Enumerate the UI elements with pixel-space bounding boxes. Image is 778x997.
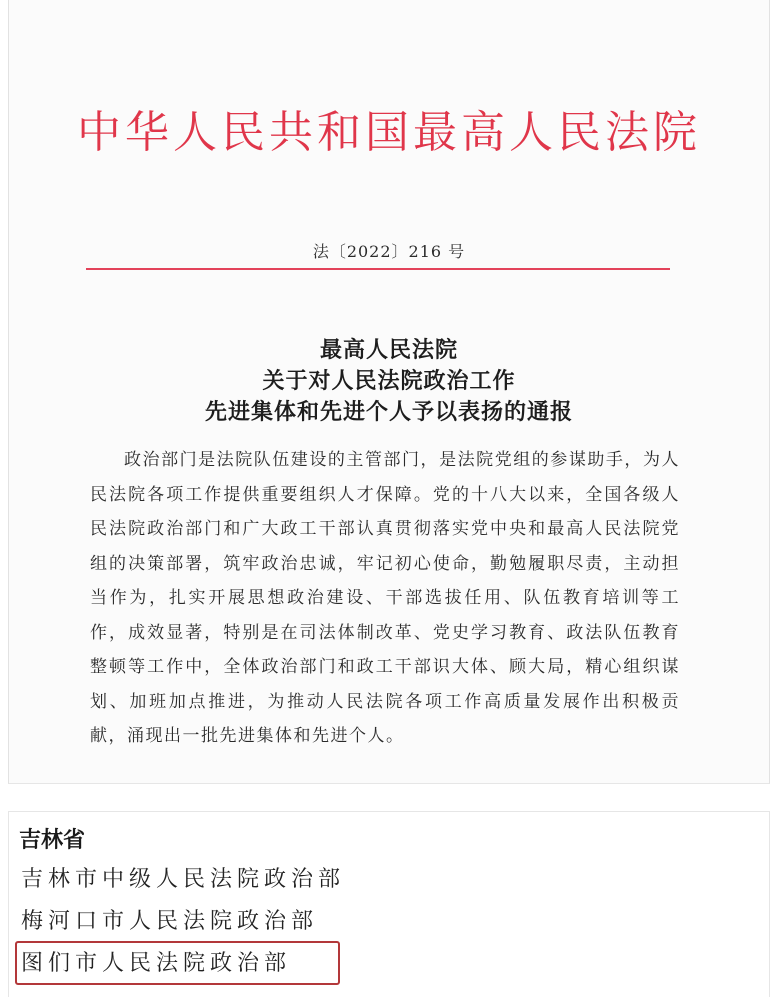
list-item: 梅河口市人民法院政治部: [21, 909, 319, 934]
title-line-2: 关于对人民法院政治工作: [262, 369, 516, 394]
list-item-highlighted: 图们市人民法院政治部: [21, 951, 292, 976]
document-number: 法〔2022〕216 号: [312, 242, 466, 261]
body-paragraph: 政治部门是法院队伍建设的主管部门，是法院党组的参谋助手，为人民法院各项工作提供重要组织人才保障。党的十八大以来，全国各级人民法院政治部门和广大政工干部认真贯彻落实党中央和最高人民法院党组的决策部署，筑牢政治忠诚，牢记初心使命，勤勉履职尽责，主动担当作为，扎实开展思想政治建设、干部选拔任用、队伍教育培训等工作，成效显著，特别是在司法体制改革、党史学习教育、政法队伍教育整顿等工作中，全体政治部门和政工干部识大体、顾大局，精心组织谋划、加班加点推进，为推动人民法院各项工作高质量发展作出积极贡献，涌现出一批先进集体和先进个人。: [90, 450, 680, 746]
red-divider: [86, 268, 670, 270]
list-item: 吉林市中级人民法院政治部: [21, 867, 346, 892]
province-heading: 吉林省: [19, 828, 86, 853]
highlight-box: [15, 941, 340, 985]
issuer-header: 中华人民共和国最高人民法院: [77, 107, 701, 158]
title-line-1: 最高人民法院: [319, 338, 458, 363]
title-line-3: 先进集体和先进个人予以表扬的通报: [204, 400, 573, 425]
